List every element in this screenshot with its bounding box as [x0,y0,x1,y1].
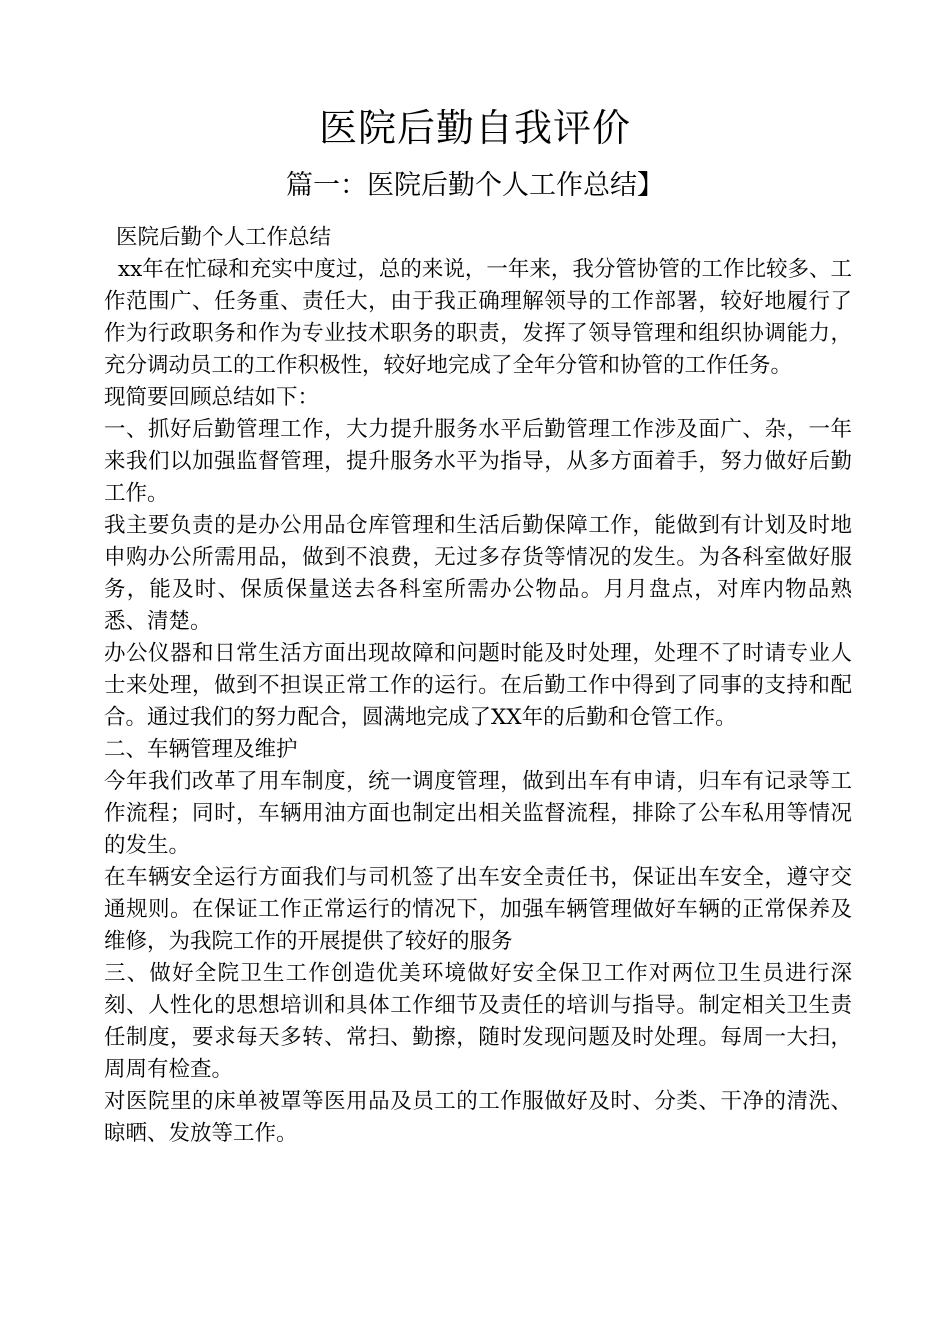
paragraph-section-three: 三、做好全院卫生工作创造优美环境做好安全保卫工作对两位卫生员进行深刻、人性化的思想培训和具体工作细节及责任的培训与指导。制定相关卫生责任制度，要求每天多转、常扫、勤擦，随时发现问题及时处理。每周一大扫，周周有检查。 [104,961,852,1082]
paragraph-vehicle-safety: 在车辆安全运行方面我们与司机签了出车安全责任书，保证出车安全，遵守交通规则。在保证工作正常运行的情况下，加强车辆管理做好车辆的正常保养及维修，为我院工作的开展提供了较好的服务 [104,865,852,954]
paragraph-overview: 现简要回顾总结如下： [104,385,320,410]
paragraph-equipment: 办公仪器和日常生活方面出现故障和问题时能及时处理，处理不了时请专业人士来处理，做到不担误正常工作的运行。在后勤工作中得到了同事的支持和配合。通过我们的努力配合，圆满地完成了XX年的后勤和仓管工作。 [104,641,852,730]
document-title: 医院后勤自我评价 [318,106,631,150]
paragraph-office-supplies: 我主要负责的是办公用品仓库管理和生活后勤保障工作，能做到有计划及时地申购办公所需用品，做到不浪费，无过多存货等情况的发生。为各科室做好服务，能及时、保质保量送去各科室所需办公物品。月月盘点，对库内物品熟悉、清楚。 [104,513,852,634]
document-subtitle: 篇一：医院后勤个人工作总结】 [286,170,664,201]
paragraph-laundry: 对医院里的床单被罩等医用品及员工的工作服做好及时、分类、干净的清洗、晾晒、发放等工作。 [104,1089,852,1146]
paragraph-section-two: 二、车辆管理及维护 [104,737,298,762]
paragraph-heading: 医院后勤个人工作总结 [116,225,332,250]
paragraph-intro: xx年在忙碌和充实中度过，总的来说，一年来，我分管协管的工作比较多、工作范围广、任务重、责任大，由于我正确理解领导的工作部署，较好地履行了作为行政职务和作为专业技术职务的职责，发挥了领导管理和组织协调能力，充分调动员工的工作积极性，较好地完成了全年分管和协管的工作任务。 [104,257,852,378]
document-body [104,222,852,1150]
paragraph-vehicle-policy: 今年我们改革了用车制度，统一调度管理，做到出车有申请，归车有记录等工作流程；同时，车辆用油方面也制定出相关监督流程，排除了公车私用等情况的发生。 [104,769,852,858]
paragraph-section-one: 一、抓好后勤管理工作，大力提升服务水平后勤管理工作涉及面广、杂，一年来我们以加强监督管理，提升服务水平为指导，从多方面着手，努力做好后勤工作。 [104,417,852,506]
